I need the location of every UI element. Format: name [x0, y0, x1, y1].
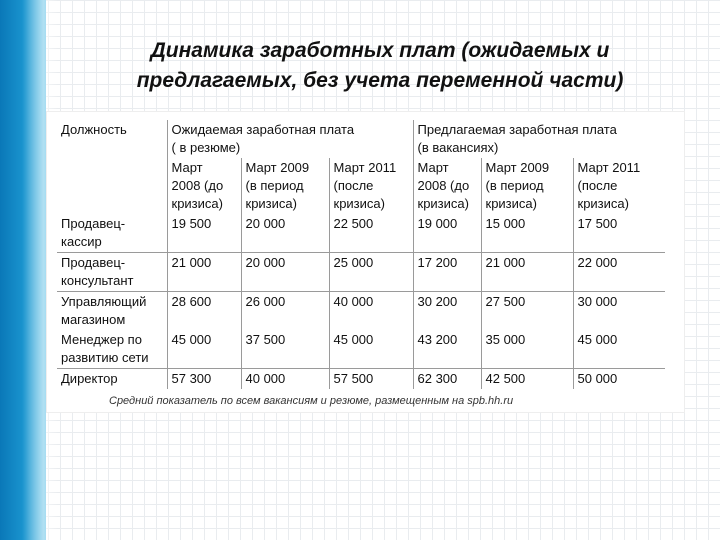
row-value: 30 200 [413, 292, 481, 331]
row-value: 26 000 [241, 292, 329, 331]
row-value: 45 000 [167, 330, 241, 369]
slide-title [70, 36, 690, 96]
row-value: 20 000 [241, 253, 329, 292]
table-period-row [57, 158, 665, 214]
header-expected-line-2: ( в резюме) [171, 140, 241, 155]
header-expected-line-1: Ожидаемая заработная плата [171, 122, 355, 137]
table-footnote: Средний показатель по всем вакансиям и резюме, размещенным на spb.hh.ru [109, 395, 514, 407]
salary-table [57, 120, 665, 389]
period-header: Март 2008 (до кризиса) [167, 158, 241, 214]
row-value: 45 000 [329, 330, 413, 369]
row-value: 62 300 [413, 369, 481, 390]
row-value: 40 000 [241, 369, 329, 390]
table-row [57, 214, 665, 253]
period-header: Март 2011 (после кризиса) [329, 158, 413, 214]
row-value: 43 200 [413, 330, 481, 369]
row-value: 27 500 [481, 292, 573, 331]
header-position: Должность [61, 122, 127, 137]
table-row [57, 253, 665, 292]
row-value: 35 000 [481, 330, 573, 369]
row-value: 28 600 [167, 292, 241, 331]
row-value: 19 500 [167, 214, 241, 253]
row-value: 42 500 [481, 369, 573, 390]
header-expected-salary [167, 120, 413, 158]
row-value: 20 000 [241, 214, 329, 253]
period-header: Март 2008 (до кризиса) [413, 158, 481, 214]
row-value: 50 000 [573, 369, 665, 390]
row-position: Менеджер по развитию сети [57, 330, 167, 369]
row-position: Директор [61, 371, 118, 386]
header-offered-line-1: Предлагаемая заработная плата [417, 122, 617, 137]
period-header: Март 2011 (после кризиса) [573, 158, 665, 214]
table-row [57, 369, 665, 390]
row-value: 19 000 [413, 214, 481, 253]
row-position: Управляющий магазином [61, 294, 147, 327]
row-value: 17 500 [573, 214, 665, 253]
row-value: 17 200 [413, 253, 481, 292]
row-value: 40 000 [329, 292, 413, 331]
title-line-2: предлагаемых, без учета переменной части) [136, 69, 624, 92]
row-value: 22 500 [329, 214, 413, 253]
row-value: 57 300 [167, 369, 241, 390]
salary-table-panel [47, 112, 684, 412]
header-offered-line-2: (в вакансиях) [417, 140, 499, 155]
header-offered-salary [413, 120, 665, 158]
row-value: 22 000 [573, 253, 665, 292]
row-value: 30 000 [573, 292, 665, 331]
row-value: 21 000 [481, 253, 573, 292]
period-header: Март 2009 (в период кризиса) [481, 158, 573, 214]
title-line-1: Динамика заработных плат (ожидаемых и [150, 39, 610, 62]
row-value: 21 000 [167, 253, 241, 292]
table-row [57, 292, 665, 331]
row-position: Продавец- консультант [57, 253, 167, 292]
row-position: Продавец- кассир [57, 214, 167, 253]
table-header-row [57, 120, 665, 158]
row-value: 45 000 [573, 330, 665, 369]
row-value: 25 000 [329, 253, 413, 292]
row-value: 57 500 [329, 369, 413, 390]
row-value: 37 500 [241, 330, 329, 369]
period-header: Март 2009 (в период кризиса) [241, 158, 329, 214]
table-row [57, 330, 665, 369]
row-value: 15 000 [481, 214, 573, 253]
